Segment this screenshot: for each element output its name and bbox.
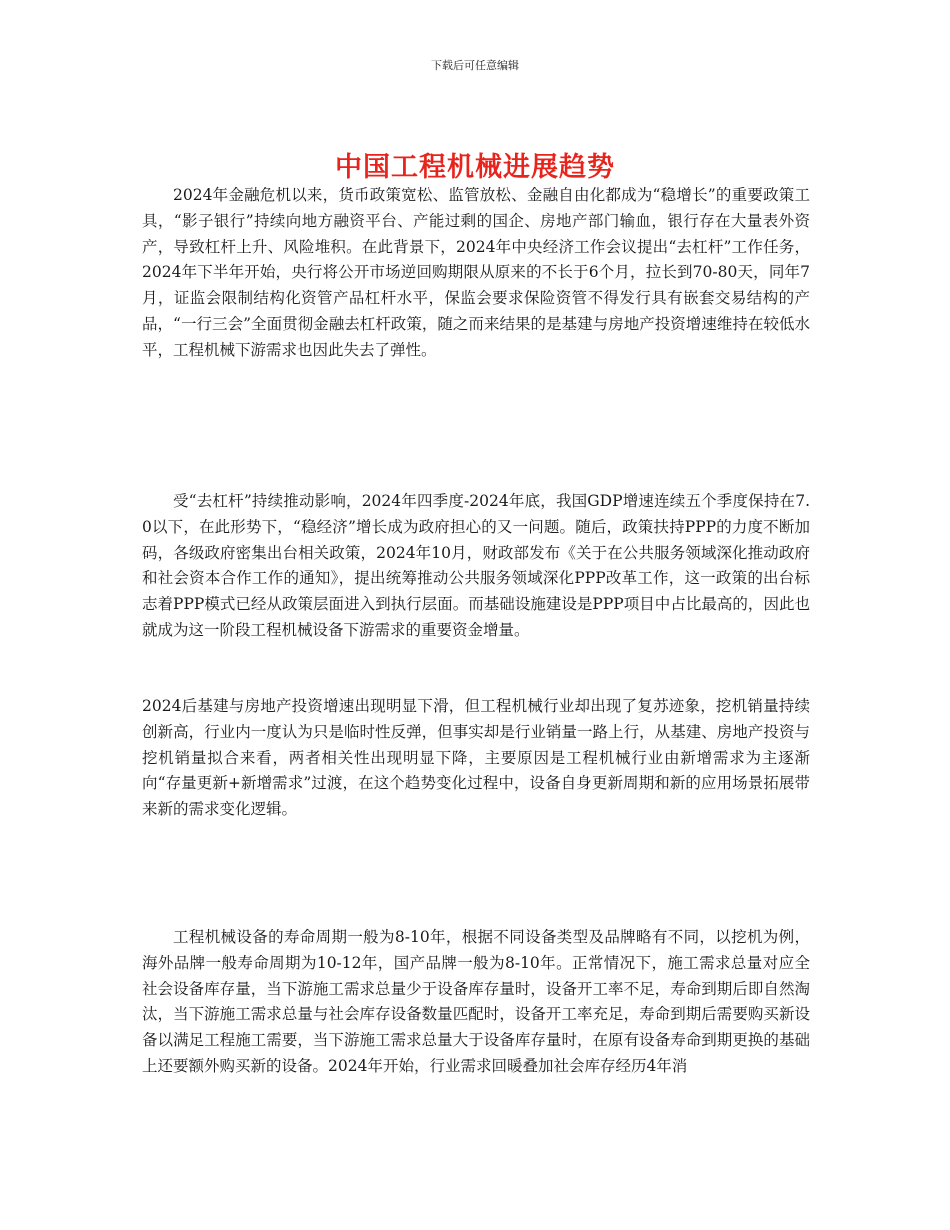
- page-header-note: 下载后可任意编辑: [431, 59, 519, 72]
- paragraph-3: 2024后基建与房地产投资增速出现明显下滑，但工程机械行业却出现了复苏迹象，挖机销量持续创新高，行业内一度认为只是临时性反弹，但事实却是行业销量一路上行，从基建、房地产投资与挖机销量拟合来看，两者相关性出现明显下降，主要原因是工程机械行业由新增需求为主逐渐向“存量更新+新增需求”过渡，在这个趋势变化过程中，设备自身更新周期和新的应用场景拓展带来新的需求变化逻辑。: [142, 697, 810, 819]
- paragraph-4: 工程机械设备的寿命周期一般为8-10年，根据不同设备类型及品牌略有不同，以挖机为例，海外品牌一般寿命周期为10-12年，国产品牌一般为8-10年。正常情况下，施工需求总量对应全社会设备库存量，当下游施工需求总量少于设备库存量时，设备开工率不足，寿命到期后即自然淘汰，当下游施工需求总量与社会库存设备数量匹配时，设备开工率充足，寿命到期后需要购买新设备以满足工程施工需要，当下游施工需求总量大于设备库存量时，在原有设备寿命到期更换的基础上还要额外购买新的设备。2024年开始，行业需求回暖叠加社会库存经历4年消: [142, 928, 810, 1075]
- document-title: 中国工程机械进展趋势: [335, 152, 615, 183]
- paragraph-2: 受“去杠杆”持续推动影响，2024年四季度-2024年底，我国GDP增速连续五个季度保持在7.0以下，在此形势下，“稳经济”增长成为政府担心的又一问题。随后，政策扶持PPP的力度不断加码，各级政府密集出台相关政策，2024年10月，财政部发布《关于在公共服务领域深化推动政府和社会资本合作工作的通知》，提出统筹推动公共服务领域深化PPP改革工作，这一政策的出台标志着PPP模式已经从政策层面进入到执行层面。而基础设施建设是PPP项目中占比最高的，因此也就成为这一阶段工程机械设备下游需求的重要资金增量。: [142, 492, 810, 639]
- paragraph-1: 2024年金融危机以来，货币政策宽松、监管放松、金融自由化都成为“稳增长”的重要政策工具，“影子银行”持续向地方融资平台、产能过剩的国企、房地产部门输血，银行存在大量表外资产，导致杠杆上升、风险堆积。在此背景下，2024年中央经济工作会议提出“去杠杆”工作任务，2024年下半年开始，央行将公开市场逆回购期限从原来的不长于6个月，拉长到70-80天，同年7月，证监会限制结构化资管产品杠杆水平，保监会要求保险资管不得发行具有嵌套交易结构的产品，“一行三会”全面贯彻金融去杠杆政策，随之而来结果的是基建与房地产投资增速维持在较低水平，工程机械下游需求也因此失去了弹性。: [142, 186, 810, 359]
